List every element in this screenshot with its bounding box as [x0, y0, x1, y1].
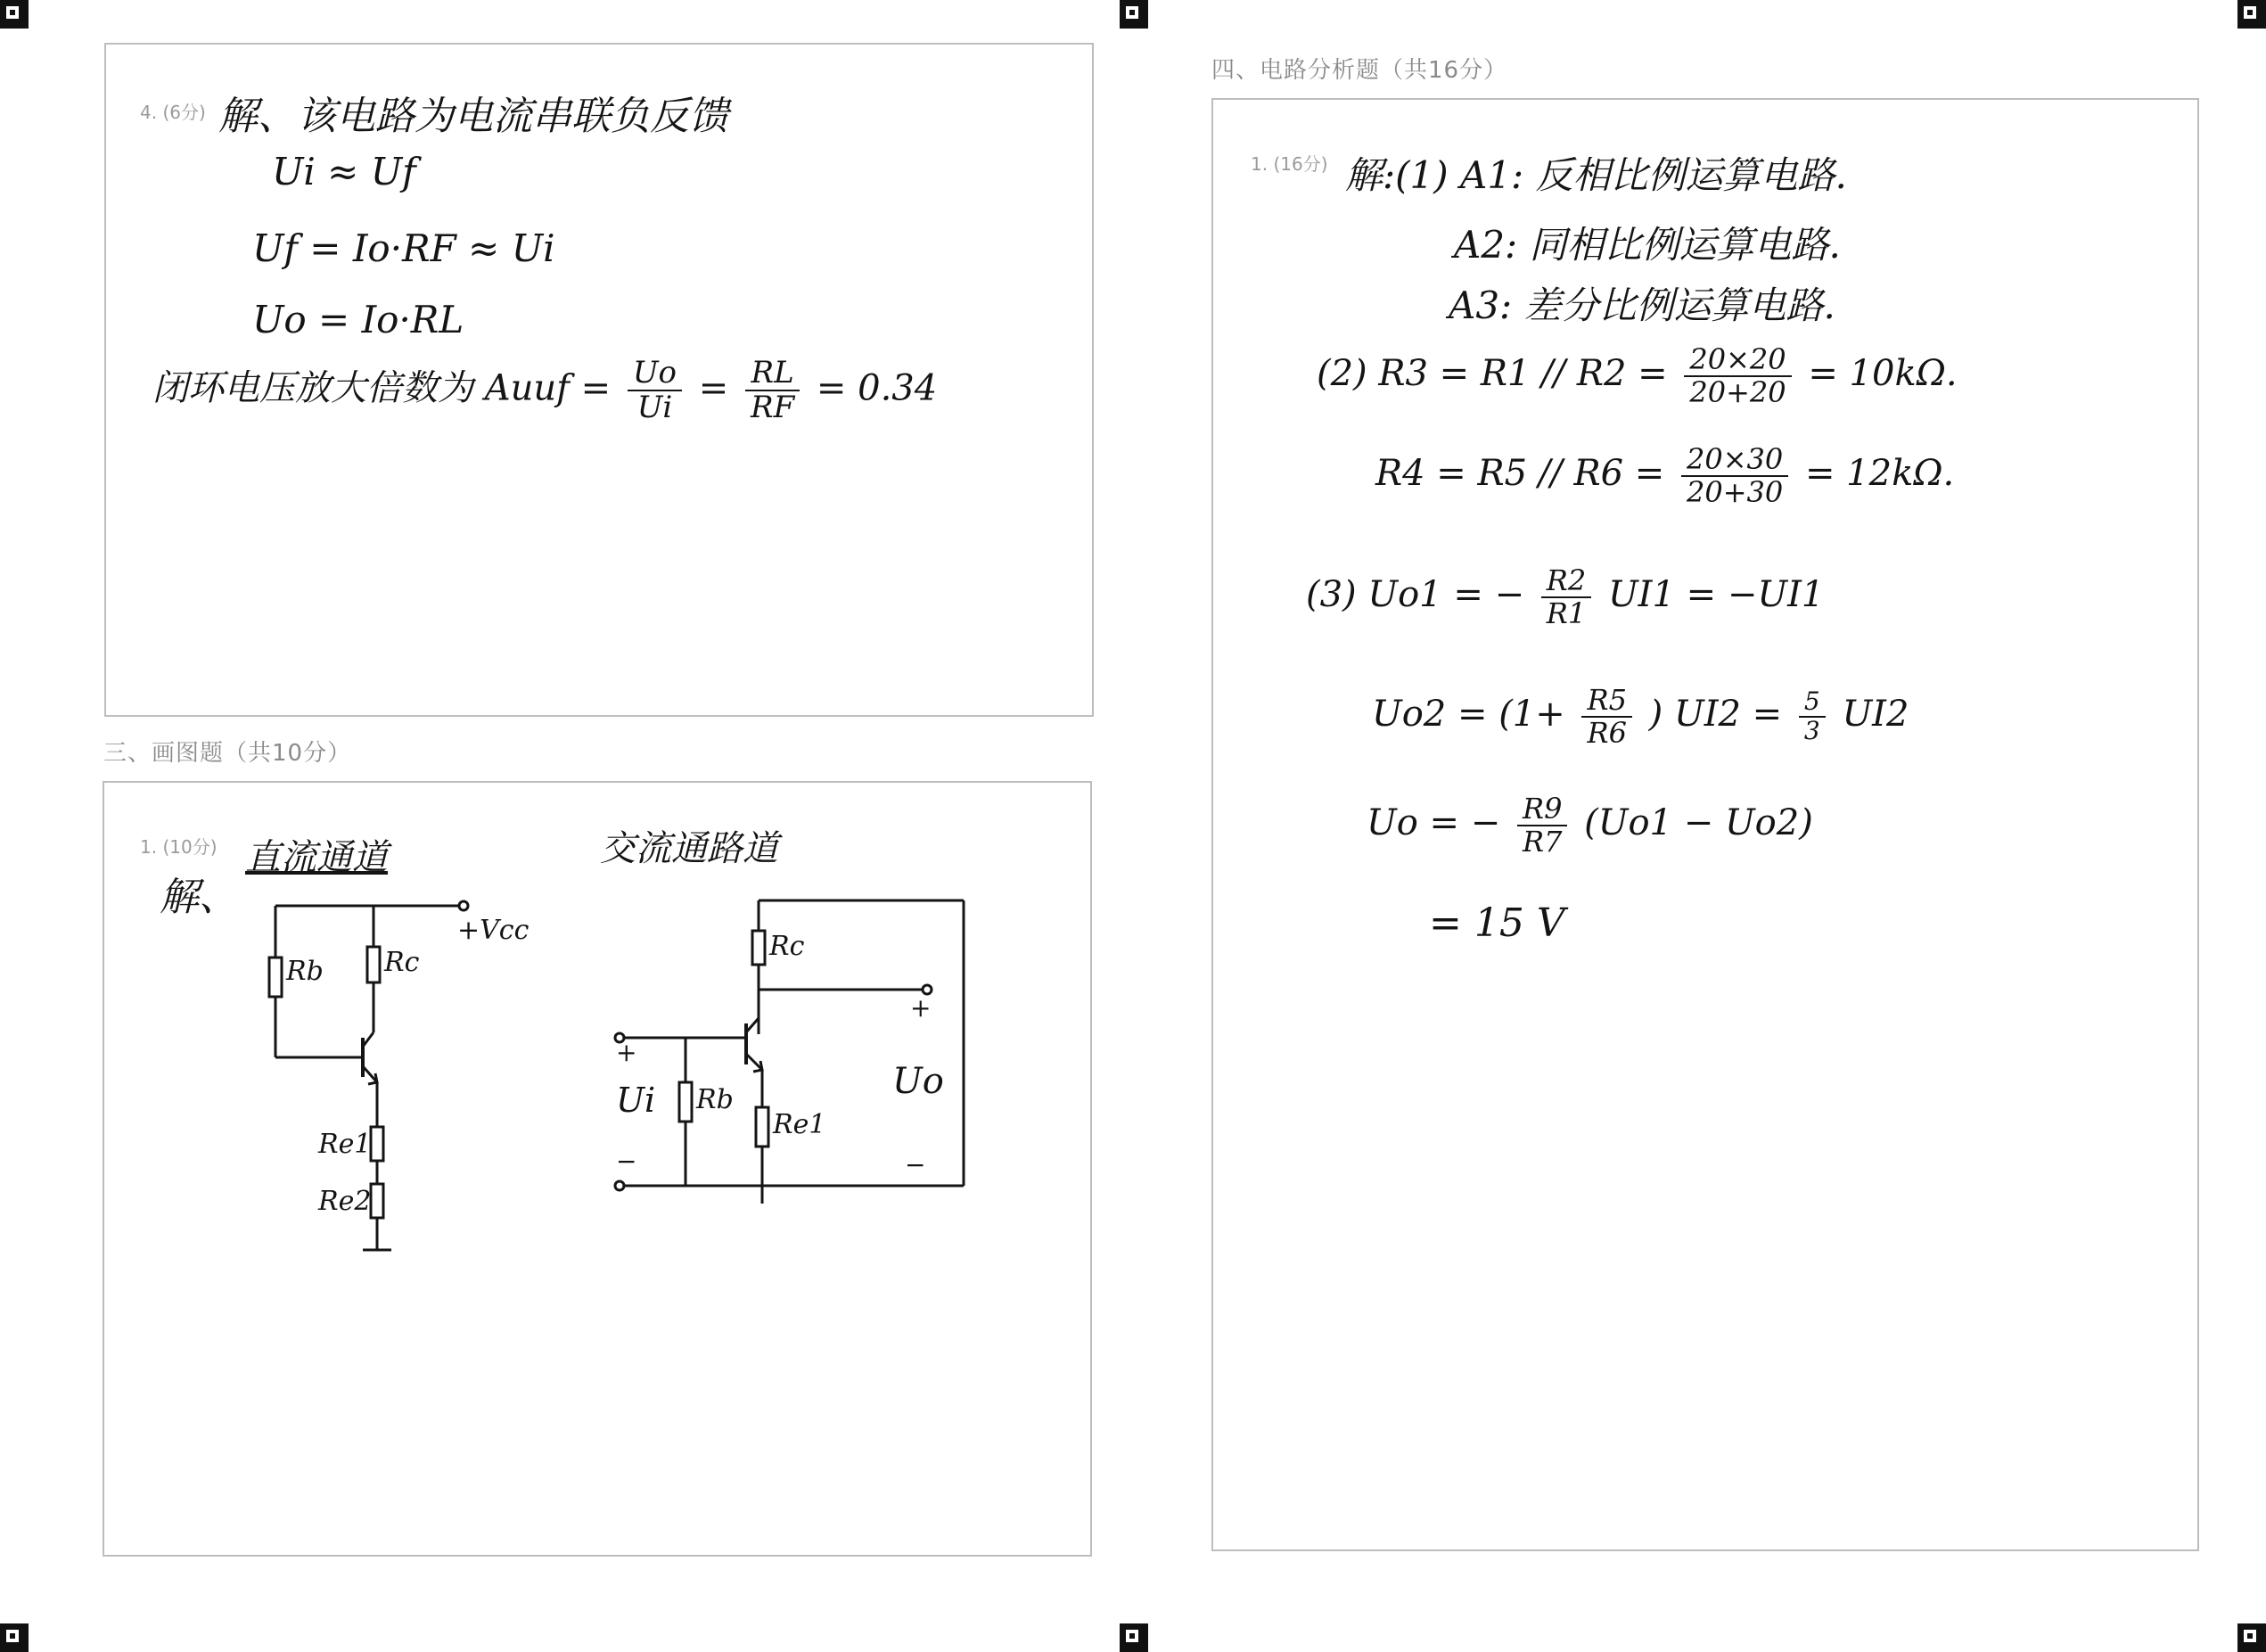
answer-box-analysis — [1211, 98, 2199, 1551]
corner-marker-top-left — [0, 0, 29, 29]
label-rc-ac: Rc — [769, 931, 805, 962]
label-re2-dc: Re2 — [318, 1186, 372, 1217]
handwritten-formula — [152, 357, 937, 425]
analysis-line-1: 解:(1) A1: 反相比例运算电路. — [1345, 153, 1847, 197]
fraction-denominator: R1 — [1546, 596, 1587, 631]
label-ui: Ui — [616, 1081, 656, 1120]
handwritten-jie: 解、 — [160, 875, 238, 920]
label-plus-in: + — [616, 1038, 637, 1067]
formula-prefix: Uo2 = (1+ — [1372, 694, 1565, 736]
formula-result: = 10kΩ. — [1808, 353, 1958, 395]
fraction-numerator: 5 — [1799, 688, 1826, 718]
fraction — [1681, 444, 1788, 508]
formula-prefix: (3) Uo1 = − — [1306, 574, 1525, 616]
question-label: 1. (10分) — [140, 836, 218, 858]
corner-marker-bottom-left — [0, 1623, 29, 1652]
fraction — [1799, 688, 1826, 745]
handwritten-line: Uo = Io·RL — [252, 298, 464, 341]
fraction-numerator: 20×20 — [1684, 344, 1791, 377]
resistor-rb — [679, 1082, 692, 1122]
analysis-formula-uo2 — [1372, 685, 1909, 749]
label-re1-ac: Re1 — [773, 1109, 826, 1140]
handwritten-line: 解、该电路为电流串联负反馈 — [218, 94, 728, 139]
fraction-numerator: R5 — [1581, 685, 1631, 718]
fraction — [628, 357, 682, 425]
label-rc-dc: Rc — [384, 947, 420, 978]
analysis-formula-uo — [1367, 793, 1813, 858]
answer-box-q4 — [104, 43, 1094, 717]
formula-prefix: (2) R3 = R1 // R2 = — [1317, 353, 1668, 395]
formula-middle: ) UI2 = — [1648, 694, 1783, 736]
corner-marker-top-right — [2237, 0, 2266, 29]
label-re1-dc: Re1 — [318, 1129, 372, 1160]
analysis-formula-r4 — [1375, 444, 1954, 508]
fraction-denominator: Ui — [636, 390, 673, 426]
resistor-re1 — [371, 1127, 383, 1161]
section-title-analysis: 四、电路分析题（共16分） — [1211, 57, 1508, 84]
analysis-formula-uo1 — [1306, 565, 1824, 629]
corner-marker-top-middle — [1120, 0, 1148, 29]
fraction-denominator: RF — [750, 390, 795, 426]
fraction — [1581, 685, 1631, 749]
label-rb-dc: Rb — [286, 956, 324, 987]
handwritten-line: Uf = Io·RF ≈ Ui — [252, 226, 555, 270]
label-uo: Uo — [892, 1061, 944, 1102]
fraction — [745, 357, 800, 425]
fraction-numerator: R2 — [1541, 565, 1591, 598]
circuit-diagrams — [104, 783, 1090, 1555]
label-plus-out: + — [910, 993, 932, 1023]
resistor-re1 — [756, 1107, 768, 1147]
handwritten-line: Ui ≈ Uf — [272, 150, 416, 193]
fraction-denominator: 20+30 — [1686, 475, 1784, 510]
formula-prefix: 闭环电压放大倍数为 Auuf = — [152, 367, 612, 409]
fraction-denominator: R6 — [1587, 716, 1627, 751]
fraction-numerator: R9 — [1517, 793, 1567, 826]
formula-result: UI1 = −UI1 — [1607, 574, 1825, 616]
resistor-rc — [367, 947, 380, 982]
formula-prefix: R4 = R5 // R6 = — [1375, 453, 1665, 495]
analysis-formula-r3 — [1317, 344, 1958, 408]
fraction — [1684, 344, 1791, 408]
fraction-denominator: R7 — [1522, 825, 1563, 859]
resistor-rc — [752, 931, 765, 965]
formula-prefix: Uo = − — [1367, 802, 1501, 844]
resistor-re2 — [371, 1184, 383, 1218]
analysis-line-3: A3: 差分比例运算电路. — [1449, 284, 1835, 327]
ac-path-title: 交流通路道 — [600, 828, 778, 869]
formula-result: = 0.34 — [816, 367, 938, 409]
question-label: 1. (16分) — [1251, 153, 1328, 175]
label-minus-out: − — [905, 1150, 926, 1179]
fraction — [1517, 793, 1567, 858]
label-vcc: +Vcc — [457, 915, 530, 946]
answer-box-drawing — [103, 781, 1092, 1557]
corner-marker-bottom-right — [2237, 1623, 2266, 1652]
formula-result: = 12kΩ. — [1804, 453, 1955, 495]
question-label: 4. (6分) — [140, 102, 206, 123]
label-rb-ac: Rb — [696, 1084, 734, 1115]
label-minus-in: − — [616, 1147, 637, 1176]
analysis-final-result: = 15 V — [1429, 900, 1565, 946]
fraction — [1541, 565, 1591, 629]
dc-path-title: 直流通道 — [245, 837, 388, 878]
formula-result: UI2 — [1842, 694, 1909, 736]
section-title-drawing: 三、画图题（共10分） — [103, 740, 352, 767]
fraction-numerator: 20×30 — [1681, 444, 1788, 477]
fraction-numerator: Uo — [628, 357, 682, 391]
resistor-rb — [269, 958, 282, 997]
formula-result: (Uo1 − Uo2) — [1584, 802, 1813, 844]
fraction-denominator: 3 — [1803, 716, 1820, 746]
fraction-denominator: 20+20 — [1689, 375, 1786, 410]
fraction-numerator: RL — [745, 357, 800, 391]
equals-sign: = — [698, 367, 729, 409]
analysis-line-2: A2: 同相比例运算电路. — [1454, 223, 1841, 267]
corner-marker-bottom-middle — [1120, 1623, 1148, 1652]
